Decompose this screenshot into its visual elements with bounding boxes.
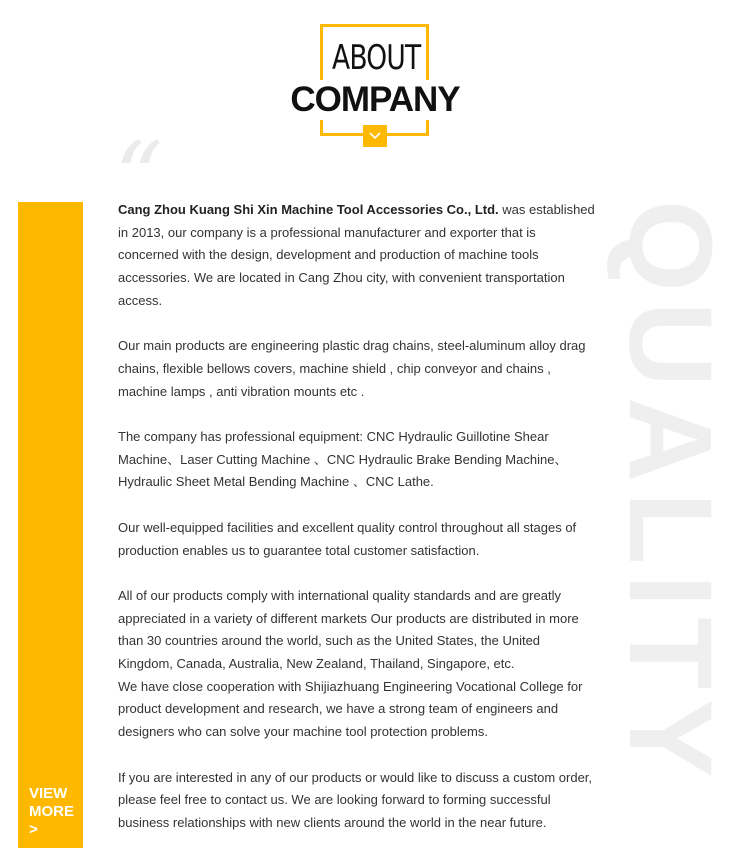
paragraph-products: Our main products are engineering plastic drag chains, steel-aluminum alloy drag chains, flexible bellows covers, machine shield , chip conveyor and chains , machine lamps , anti vibration mounts etc . bbox=[118, 338, 586, 399]
paragraph-cooperation: We have close cooperation with Shijiazhuang Engineering Vocational College for product development and research, we have a strong team of engineers and designers who can solve your machine tool protection problems. bbox=[118, 678, 583, 740]
view-more-line2: MORE bbox=[29, 803, 74, 820]
side-accent-bar bbox=[18, 202, 83, 848]
background-word: QUALITY bbox=[604, 200, 736, 788]
heading-about: ABOUT bbox=[331, 38, 421, 78]
chevron-down-icon bbox=[369, 131, 381, 141]
paragraph-contact: If you are interested in any of our products or would like to discuss a custom order, please feel free to contact us. We are looking forward to forming successful business relationships with new clients around the world in the near future. bbox=[118, 769, 593, 830]
paragraph-quality-control: Our well-equipped facilities and excellent quality control throughout all stages of production enables us to guarantee total customer satisfaction. bbox=[118, 519, 577, 558]
paragraph-intro bbox=[118, 199, 596, 313]
quote-icon: “ bbox=[114, 122, 164, 234]
paragraph-equipment: The company has professional equipment: CNC Hydraulic Guillotine Shear Machine、Laser Cutting Machine 、CNC Hydraulic Brake Bending Machine、Hydraulic Sheet Metal Bending Machine 、CNC Lathe. bbox=[118, 429, 568, 490]
paragraph-markets: All of our products comply with international quality standards and are greatly appreciated in a variety of different markets Our products are distributed in more than 30 countries around the world, such as the United States, the United Kingdom, Canada, Australia, New Zealand, Thailand, Singapore, etc. bbox=[118, 587, 579, 671]
about-content bbox=[118, 199, 596, 857]
view-more-link[interactable] bbox=[29, 785, 83, 839]
company-name: Cang Zhou Kuang Shi Xin Machine Tool Accessories Co., Ltd. bbox=[118, 202, 499, 217]
view-more-line1: VIEW bbox=[29, 785, 68, 802]
view-more-arrow: > bbox=[29, 821, 38, 838]
heading-company: COMPANY bbox=[276, 80, 474, 120]
scroll-down-button[interactable] bbox=[363, 125, 387, 147]
intro-text: was established in 2013, our company is a professional manufacturer and exporter that is concerned with the design, development and production of machine tools accessories. We are located in Cang Zhou city, with convenient transportation access. bbox=[118, 202, 595, 308]
